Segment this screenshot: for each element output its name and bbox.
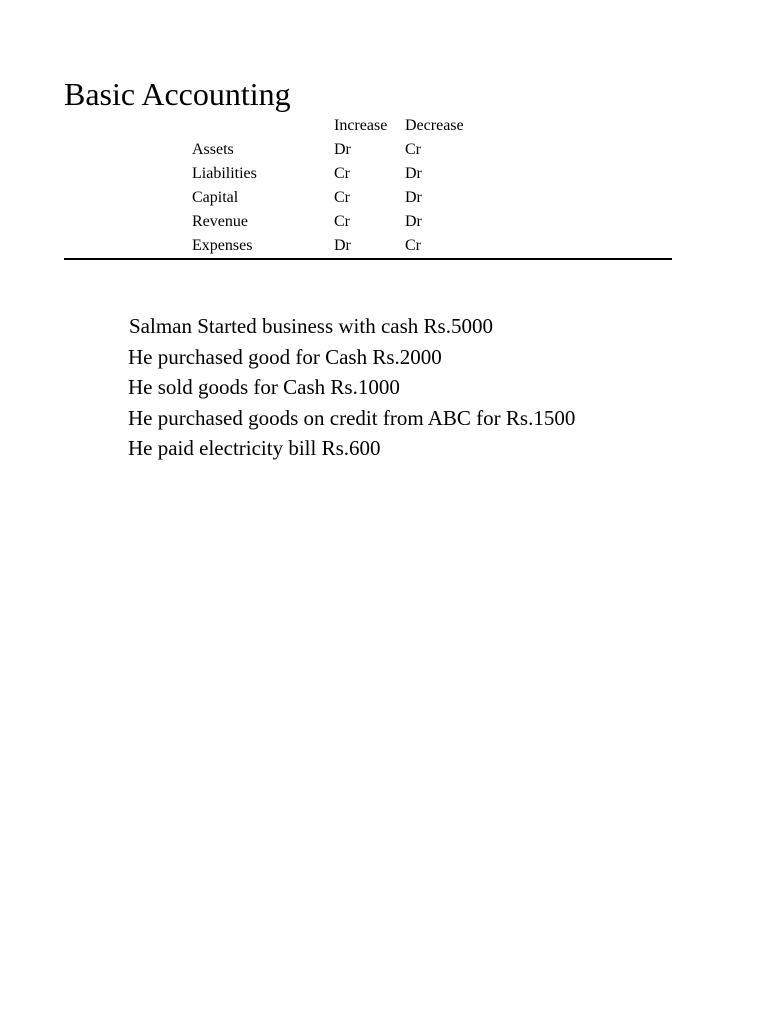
table-row <box>192 186 485 210</box>
list-item: Salman Started business with cash Rs.5000 <box>129 314 493 338</box>
table-row <box>192 210 485 234</box>
decrease-entry: Cr <box>405 141 421 158</box>
account-name: Liabilities <box>192 165 257 182</box>
table-header-row <box>192 114 485 138</box>
increase-entry: Cr <box>334 165 350 182</box>
header-increase: Increase <box>334 117 388 134</box>
decrease-entry: Dr <box>405 165 422 182</box>
account-name: Capital <box>192 189 239 206</box>
table-row <box>192 162 485 186</box>
table-bottom-border <box>64 258 672 260</box>
transaction-list <box>128 311 575 464</box>
increase-entry: Cr <box>334 213 350 230</box>
account-name: Expenses <box>192 237 253 254</box>
list-item: He purchased good for Cash Rs.2000 <box>128 344 442 369</box>
increase-entry: Dr <box>334 237 351 254</box>
table-row <box>192 138 485 162</box>
decrease-entry: Cr <box>405 237 421 254</box>
account-name: Assets <box>192 141 234 158</box>
header-account <box>192 114 334 138</box>
header-decrease: Decrease <box>405 117 464 134</box>
increase-entry: Cr <box>334 189 350 206</box>
increase-entry: Dr <box>334 141 351 158</box>
list-item: He sold goods for Cash Rs.1000 <box>128 375 400 399</box>
decrease-entry: Dr <box>405 213 422 230</box>
list-item: He paid electricity bill Rs.600 <box>128 436 381 460</box>
account-name: Revenue <box>192 213 248 230</box>
debit-credit-rules-table <box>192 114 485 258</box>
list-item: He purchased goods on credit from ABC for Rs.1500 <box>128 405 576 430</box>
decrease-entry: Dr <box>405 189 422 206</box>
page-title: Basic Accounting <box>64 76 291 112</box>
table-row <box>192 234 485 258</box>
